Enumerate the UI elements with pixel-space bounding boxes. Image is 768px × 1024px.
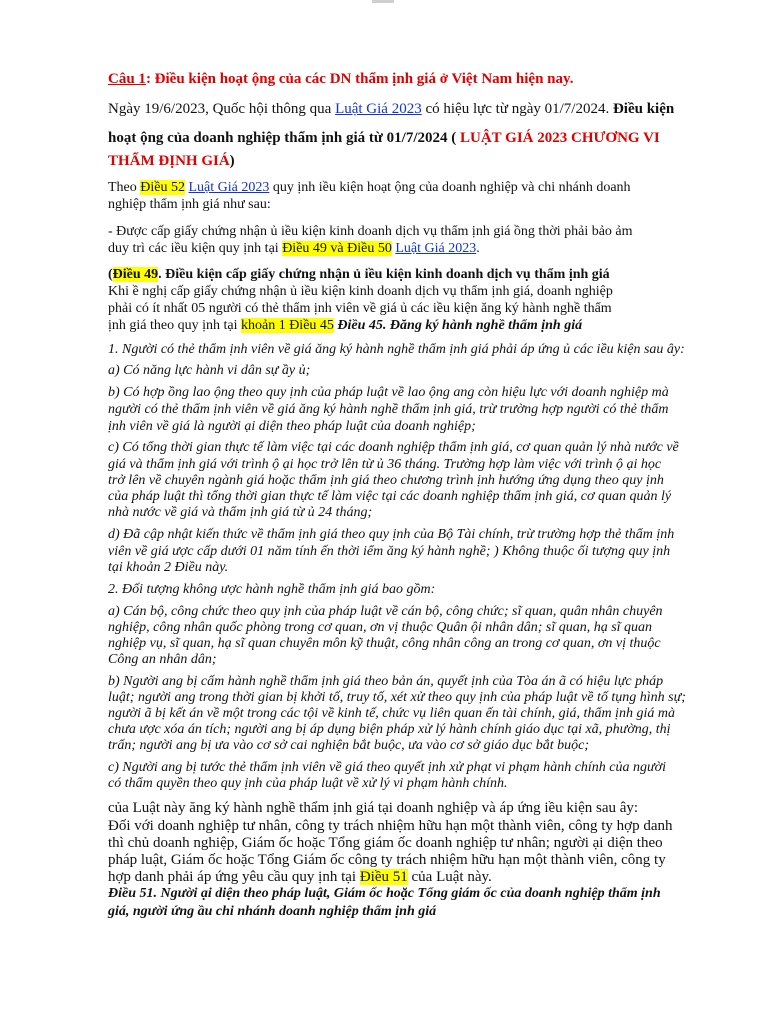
list-1-item-d-3: tại khoản 2 Điều này.	[108, 560, 229, 575]
dieu-49-title	[108, 266, 610, 284]
bullet-line-1: - Được cấp giấy chứng nhận ủ iều kiện kinh doanh dịch vụ thẩm ịnh giá ồng thời phải bảo ảm	[108, 224, 633, 239]
bullet-line-2	[108, 240, 480, 258]
bullet-text: duy trì các iều kiện quy ịnh tại	[108, 241, 283, 256]
page-top-mark	[372, 0, 394, 3]
list-2-item-b-1: b) Người ang bị cấm hành nghề thẩm ịnh giá theo bản án, quyết ịnh của Tòa án ã có hiệu lực pháp	[108, 674, 664, 689]
intro-line-1	[108, 100, 674, 118]
dieu-45-title: Điều 45. Đăng ký hành nghề thẩm ịnh giá	[333, 318, 583, 333]
list-1-item-a: a) Có năng lực hành vi dân sự ầy ủ;	[108, 363, 311, 378]
dieu-51-highlight: Điều 51	[359, 869, 408, 885]
khoan-1-dieu-45-highlight: khoản 1 Điều 45	[240, 318, 334, 333]
list-2-item-b-5: trấn; người ang bị ưa vào cơ sở cai nghiện bắt buộc, ưa vào cơ sở giáo dục bắt buộc;	[108, 738, 589, 753]
list-1-item-b-3: ịnh viên về giá là người ại diện theo pháp luật của doanh nghiệp;	[108, 419, 476, 434]
intro-bold-text: hoạt ộng của doanh nghiệp thẩm ịnh giá từ 01/7/2024 (	[108, 130, 460, 146]
question-number: Câu 1	[108, 71, 146, 87]
list-1-item-d-2: viên về giá ược cấp dưới 01 năm tính ến thời iểm ăng ký hành nghề; ) Không thuộc ối tượng quy ịnh	[108, 544, 671, 559]
tail-line-2: Đối với doanh nghiệp tư nhân, công ty trách nhiệm hữu hạn một thành viên, công ty hợp danh	[108, 818, 673, 834]
list-2-item-a-3: nghiệp vụ, sĩ quan, hạ sĩ quan chuyên môn kỹ thuật, công nhân công an trong cơ quan, ơn vị thuộc	[108, 636, 661, 651]
list-2-item-a-2: nghiệp, công nhân quốc phòng trong cơ quan, ơn vị thuộc Quân ội nhân dân; sĩ quan, hạ sĩ quan	[108, 620, 653, 635]
dieu-49-text: ịnh giá theo quy ịnh tại	[108, 318, 241, 333]
list-2-item-a-4: Công an nhân dân;	[108, 652, 217, 667]
luat-gia-2023-link[interactable]: Luật Giá 2023	[395, 241, 477, 256]
dieu-49-line-4	[108, 317, 582, 335]
theo-text: Theo	[108, 180, 141, 195]
list-1-item-c-4: của pháp luật thì tổng thời gian thực tế làm việc tại các doanh nghiệp thẩm ịnh giá, cơ quan quản lý	[108, 489, 672, 504]
list-1-item-c-1: c) Có tổng thời gian thực tế làm việc tại các doanh nghiệp thẩm ịnh giá, cơ quan quản lý nhà nước về	[108, 440, 679, 455]
bullet-text: .	[476, 241, 480, 256]
question-title: : Điều kiện hoạt ộng của các DN thẩm ịnh giá ở Việt Nam hiện nay.	[145, 71, 574, 87]
list-1-heading: 1. Người có thẻ thẩm ịnh viên về giá ăng ký hành nghề thẩm ịnh giá phải áp ứng ủ các iều kiện sau ây:	[108, 342, 685, 357]
list-2-item-b-2: luật; người ang trong thời gian bị khởi tố, truy tố, xét xử theo quy ịnh của pháp luật về tố tụng hình sự;	[108, 690, 686, 705]
list-1-item-b-2: người có thẻ thẩm ịnh viên về giá ăng ký hành nghề thẩm ịnh giá, trừ trường hợp người có thẻ thẩm	[108, 402, 669, 417]
theo-text: quy ịnh iều kiện hoạt ộng của doanh nghiệp và chi nhánh doanh	[269, 180, 631, 195]
list-2-item-b-4: chưa ược xóa án tích; người ang bị áp dụng biện pháp xử lý hành chính giáo dục tại xã, phường, thị	[108, 722, 671, 737]
list-1-item-c-3: trở lên về chuyên ngành giá hoặc thẩm ịnh giá theo chương trình ịnh hướng ứng dụng theo quy ịnh	[108, 473, 664, 488]
list-1-item-d-1: d) Đã cập nhật kiến thức về thẩm ịnh giá theo quy ịnh của Bộ Tài chính, trừ trường hợp thẻ thẩm ịnh	[108, 527, 675, 542]
list-1-item-c-2: giá và thẩm ịnh giá với trình ộ ại học trở lên từ ủ 36 tháng. Trường hợp làm việc với trình ộ ại học	[108, 457, 662, 472]
list-2-item-c-2: có thẩm quyền theo quy ịnh của pháp luật về xử lý vi phạm hành chính.	[108, 776, 508, 791]
dieu-49-highlight: Điều 49	[112, 267, 159, 282]
dieu-49-50-highlight: Điều 49 và Điều 50	[282, 241, 392, 256]
theo-line-2: nghiệp thẩm ịnh giá như sau:	[108, 197, 271, 212]
chapter-title: THẨM ĐỊNH GIÁ	[108, 153, 230, 169]
intro-text: )	[229, 153, 235, 169]
dieu-49-text: (	[108, 267, 113, 282]
list-1-item-b-1: b) Có hợp ồng lao ộng theo quy ịnh của pháp luật về lao ộng ang còn hiệu lực với doanh nghiệp mà	[108, 385, 669, 400]
dieu-51-title-line-2: giá, người ứng ầu chi nhánh doanh nghiệp thẩm ịnh giá	[108, 904, 437, 919]
chapter-reference: LUẬT GIÁ 2023 CHƯƠNG VI	[460, 130, 660, 146]
intro-line-3	[108, 152, 235, 170]
tail-line-3: thì chủ doanh nghiệp, Giám ốc hoặc Tổng giám ốc doanh nghiệp tư nhân; người ại diện theo	[108, 835, 663, 851]
tail-line-4: pháp luật, Giám ốc hoặc Tổng Giám ốc công ty trách nhiệm hữu hạn một thành viên, công ty	[108, 852, 666, 868]
dieu-49-line-3: phải có ít nhất 05 người có thẻ thẩm ịnh viên về giá ủ các iều kiện ăng ký hành nghề thẩm	[108, 301, 612, 316]
list-1-item-c-5: nhà nước về giá và thẩm ịnh giá từ ủ 24 tháng;	[108, 505, 373, 520]
dieu-49-line-2: Khi ề nghị cấp giấy chứng nhận ủ iều kiện kinh doanh dịch vụ thẩm ịnh giá, doanh nghiệp	[108, 284, 613, 299]
intro-bold-text: Điều kiện	[612, 101, 675, 117]
list-2-item-a-1: a) Cán bộ, công chức theo quy ịnh của pháp luật về cán bộ, công chức; sĩ quan, quân nhân chuyên	[108, 604, 663, 619]
intro-line-2	[108, 129, 660, 147]
luat-gia-2023-link[interactable]: Luật Giá 2023	[188, 180, 270, 195]
tail-line-1: của Luật này ăng ký hành nghề thẩm ịnh giá tại doanh nghiệp và áp ứng iều kiện sau ây:	[108, 800, 639, 816]
dieu-51-title-line-1: Điều 51. Người ại diện theo pháp luật, Giám ốc hoặc Tổng giám ốc của doanh nghiệp thẩm ịnh	[108, 886, 661, 901]
list-2-item-c-1: c) Người ang bị tước thẻ thẩm ịnh viên về giá theo quyết ịnh xử phạt vi phạm hành chính của người	[108, 760, 667, 775]
dieu-52-highlight: Điều 52	[140, 180, 185, 195]
list-2-heading: 2. Đối tượng không ược hành nghề thẩm ịnh giá bao gồm:	[108, 582, 436, 597]
tail-line-5	[108, 868, 492, 886]
intro-text: có hiệu lực từ ngày 01/7/2024.	[421, 101, 613, 117]
tail-text: hợp danh phải áp ứng yêu cầu quy ịnh tại	[108, 869, 360, 885]
luat-gia-2023-link[interactable]: Luật Giá 2023	[335, 101, 422, 117]
tail-text: của Luật này.	[407, 869, 492, 885]
question-heading	[108, 70, 573, 88]
list-2-item-b-3: người ã bị kết án về một trong các tội về kinh tế, chức vụ liên quan ến tài chính, giá, thẩm ịnh giá mà	[108, 706, 675, 721]
dieu-49-text: . Điều kiện cấp giấy chứng nhận ủ iều kiện kinh doanh dịch vụ thẩm ịnh giá	[158, 267, 610, 282]
intro-text: Ngày 19/6/2023, Quốc hội thông qua	[108, 101, 336, 117]
theo-line-1	[108, 179, 631, 197]
